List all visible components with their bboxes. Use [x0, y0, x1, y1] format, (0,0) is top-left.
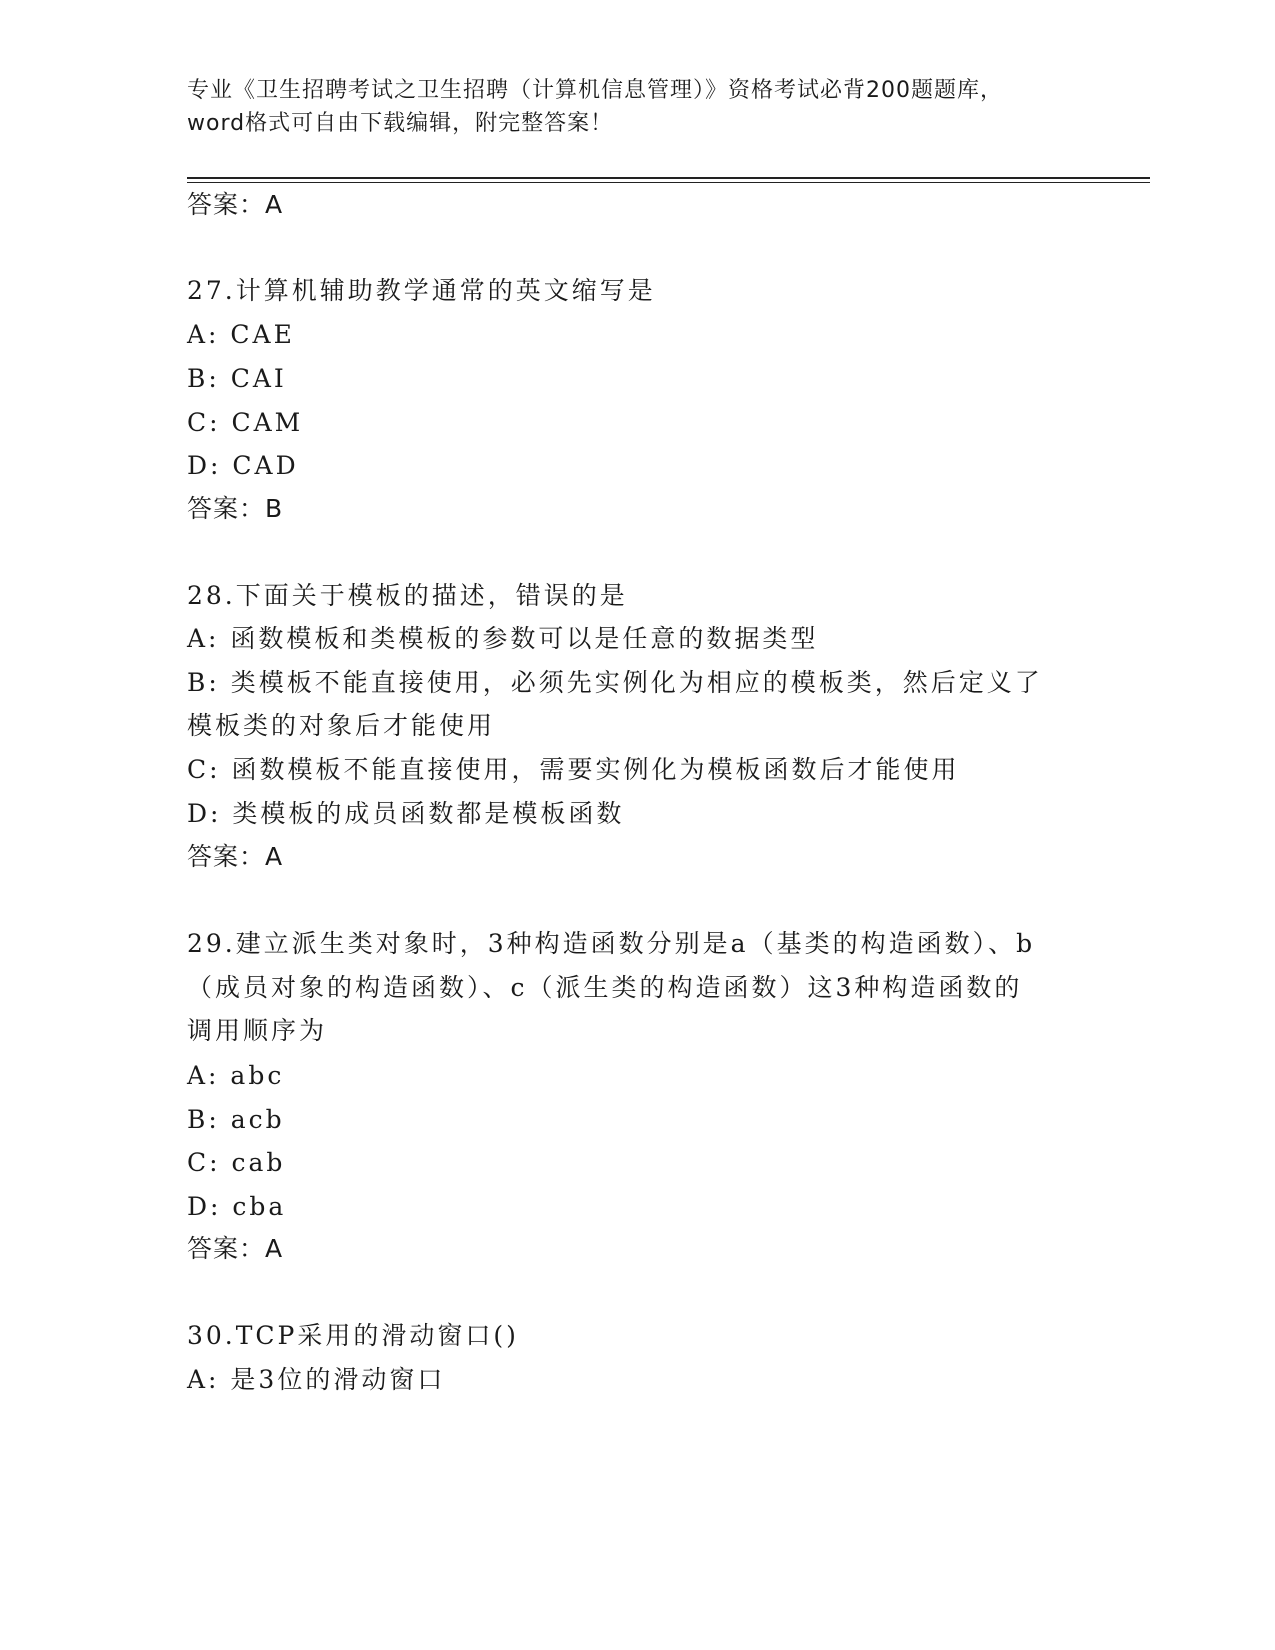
option-28-b-cont: 模板类的对象后才能使用 [187, 711, 496, 740]
header-rule-thick [187, 177, 1150, 179]
question-28: 28.下面关于模板的描述，错误的是 [187, 581, 628, 610]
option-28-a: A: 函数模板和类模板的参数可以是任意的数据类型 [187, 624, 819, 653]
document-header [187, 74, 1087, 140]
option-29-c: C: cab [187, 1148, 286, 1177]
question-29: 29.建立派生类对象时，3种构造函数分别是a（基类的构造函数）、b [187, 929, 1036, 958]
answer-27: 答案：B [187, 494, 284, 523]
answer-26: 答案：A [187, 190, 284, 219]
option-29-b: B: acb [187, 1105, 285, 1134]
header-line-2: word格式可自由下载编辑，附完整答案！ [187, 111, 614, 136]
header-line-1: 专业《卫生招聘考试之卫生招聘（计算机信息管理）》资格考试必背200题题库， [187, 78, 1003, 103]
option-29-a: A: abc [187, 1061, 285, 1090]
option-27-d: D: CAD [187, 451, 299, 480]
question-30: 30.TCP采用的滑动窗口() [187, 1321, 519, 1350]
option-28-b: B: 类模板不能直接使用，必须先实例化为相应的模板类，然后定义了 [187, 668, 1043, 697]
answer-28: 答案：A [187, 842, 284, 871]
option-30-a: A: 是3位的滑动窗口 [187, 1365, 446, 1394]
question-29-cont-2: 调用顺序为 [187, 1016, 328, 1045]
question-27: 27.计算机辅助教学通常的英文缩写是 [187, 276, 656, 305]
option-28-d: D: 类模板的成员函数都是模板函数 [187, 799, 625, 828]
question-29-cont-1: （成员对象的构造函数）、c（派生类的构造函数）这3种构造函数的 [187, 973, 1023, 1002]
option-28-c: C: 函数模板不能直接使用，需要实例化为模板函数后才能使用 [187, 755, 960, 784]
option-29-d: D: cba [187, 1192, 287, 1221]
option-27-b: B: CAI [187, 364, 287, 393]
option-27-a: A: CAE [187, 320, 295, 349]
answer-29: 答案：A [187, 1234, 284, 1263]
header-rule-thin [187, 182, 1150, 183]
option-27-c: C: CAM [187, 408, 304, 437]
